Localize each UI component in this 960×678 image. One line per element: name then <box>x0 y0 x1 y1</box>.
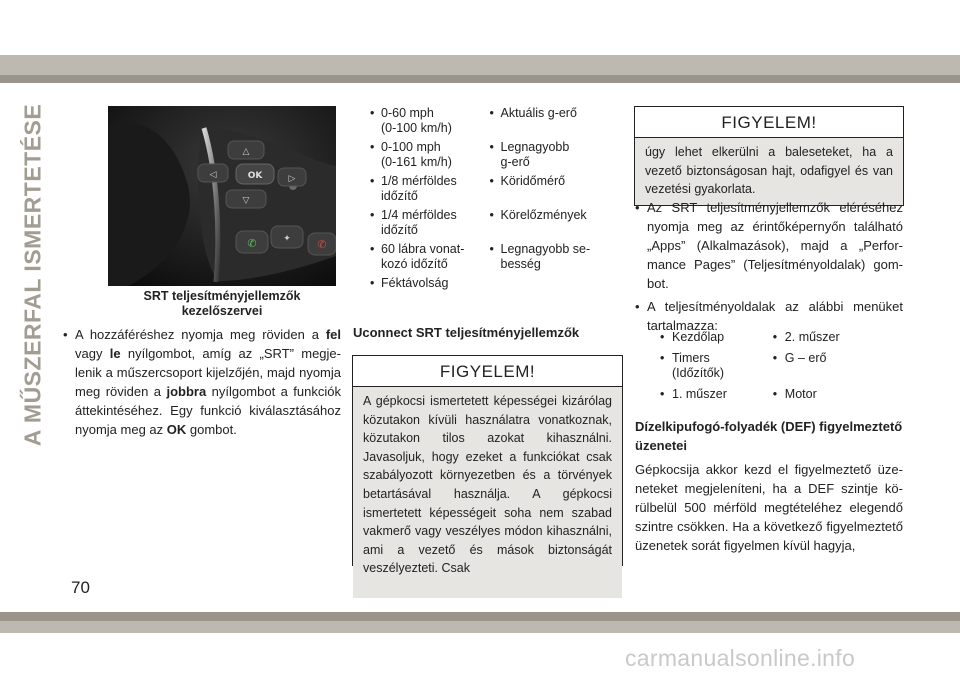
def-warnings-body: Gépkocsija akkor kezd el figyelmeztető üzeneteket megjeleníteni, ha a DEF szintje körülbelül 500 mérföld megtételéhez elegendő szintre csökken. Ha a következő figyelmeztető üzenetek sorát figyelmen kívül hagyja, <box>635 462 903 553</box>
menu-item: • 1. műszer <box>660 387 773 402</box>
uconnect-srt-heading: Uconnect SRT teljesítményjellemzők <box>353 325 580 340</box>
menu-item: • Kezdőlap <box>660 330 773 345</box>
spec-item-left: • 1/4 mérföldes időzítő <box>370 208 490 238</box>
steering-wheel-controls-photo <box>108 106 336 286</box>
spec-row <box>370 140 610 170</box>
phone-answer-icon: ✆ <box>247 237 257 250</box>
spec-row <box>370 174 610 204</box>
bold-keyword: jobbra <box>166 384 207 399</box>
menu-item: • G – erő <box>773 351 900 381</box>
spec-item-right: • Körelőzmények <box>490 208 611 238</box>
performance-pages-instructions <box>635 198 903 339</box>
srt-access-bullet <box>63 325 341 439</box>
spec-item-right: • Legnagyobb g-erő <box>490 140 611 170</box>
spec-item-right: • Legnagyobb se- besség <box>490 242 611 272</box>
phone-hangup-icon: ✆ <box>317 238 327 251</box>
steering-wheel-illustration <box>108 106 336 286</box>
watermark-text: carmanualsonline.info <box>625 645 856 671</box>
performance-pages-bullet: • Az SRT teljesítményjellemzők eléréséhez nyomja meg az érintőképernyőn található „Apps” (Alkalmazások), majd a „Performance Pages” (Teljesítményoldalak) gombot. <box>635 198 903 293</box>
spec-item-left: • 1/8 mérföldes időzítő <box>370 174 490 204</box>
warning-box-continued <box>634 106 904 206</box>
menu-item: • Timers (Időzítők) <box>660 351 773 381</box>
menu-row <box>660 330 900 345</box>
right-arrow-icon: ▷ <box>288 174 296 184</box>
page-number: 70 <box>71 578 90 597</box>
footer-band-dark <box>0 612 960 621</box>
spec-item-right: • Aktuális g-erő <box>490 106 611 136</box>
menu-item: • Motor <box>773 387 900 402</box>
spec-row <box>370 276 610 291</box>
section-side-title <box>16 103 50 447</box>
header-band-dark <box>0 75 960 83</box>
warning-box-capabilities <box>352 355 623 576</box>
spec-item-left: • Féktávolság <box>370 276 490 291</box>
bullet-text-segment: nyílgombot, amíg az „SRT” megjelenik a műszercsoport kijelzőjén, majd nyomja meg röviden a <box>75 346 341 399</box>
spec-row <box>370 208 610 238</box>
bullet-text-segment: vagy <box>75 346 110 361</box>
bullet-text-segment: nyílgombot a funkciók áttekintéséhez. Egy funkció kiválasztásához nyomja meg az <box>75 384 341 437</box>
spec-item-right: • Köridőmérő <box>490 174 611 204</box>
srt-features-list <box>370 106 610 295</box>
performance-pages-menus-bullet: • A teljesítményoldalak az alábbi menüket tartalmazza: <box>635 297 903 335</box>
spec-item-left: • 0-60 mph (0-100 km/h) <box>370 106 490 136</box>
ok-button-label: OK <box>247 171 263 181</box>
spec-row <box>370 106 610 136</box>
section-side-title-text: A MŰSZERFAL ISMERTETÉSE <box>19 103 46 447</box>
menu-row <box>660 351 900 381</box>
menu-row <box>660 387 900 402</box>
bullet-text-segment: A hozzáféréshez nyomja meg röviden a <box>75 327 326 342</box>
menu-item: • 2. műszer <box>773 330 900 345</box>
def-warnings-heading: Dízelkipufogó-folyadék (DEF) figyelmeztető üzenetei <box>635 419 903 453</box>
header-band-light <box>0 55 960 75</box>
down-arrow-icon: ▽ <box>242 196 250 206</box>
warning-title: FIGYELEM! <box>353 356 622 387</box>
left-arrow-icon: ◁ <box>209 170 217 180</box>
footer-band-light <box>0 621 960 633</box>
voice-icon: ✦ <box>283 234 291 244</box>
performance-pages-menu-list <box>660 330 900 408</box>
photo-caption <box>100 289 344 319</box>
up-arrow-icon: △ <box>242 147 250 157</box>
bullet-text-segment: gombot. <box>186 422 237 437</box>
photo-caption-line-2: kezelőszervei <box>181 304 263 318</box>
bold-keyword: le <box>109 346 121 361</box>
photo-caption-line-1: SRT teljesítményjellemzők <box>143 289 301 303</box>
warning-body: úgy lehet elkerülni a baleseteket, ha a vezető biztonságosan hajt, odafigyel és van vezetési gyakorlata. <box>635 138 903 205</box>
warning-body: A gépkocsi ismertetett képességei kizárólag közutakon kívüli használatra vonatkoznak, közutakon tilos azokat kihasználni. Javasoljuk, hogy ezeket a funkciókat csak szabályozott környezetben és a törvények betartásával használja. A gépkocsi ismertetett képességeit soha nem szabad vakmerő vagy veszélyes módon kihasználni, ami a vezető és mások biztonságát veszélyezteti. Csak <box>353 387 622 598</box>
spec-item-left: • 60 lábra vonat- kozó időzítő <box>370 242 490 272</box>
spec-item-left: • 0-100 mph (0-161 km/h) <box>370 140 490 170</box>
bold-keyword: fel <box>325 327 341 342</box>
bold-keyword: OK <box>166 422 187 437</box>
warning-title: FIGYELEM! <box>635 107 903 138</box>
spec-row <box>370 242 610 272</box>
srt-access-instructions <box>63 325 341 439</box>
